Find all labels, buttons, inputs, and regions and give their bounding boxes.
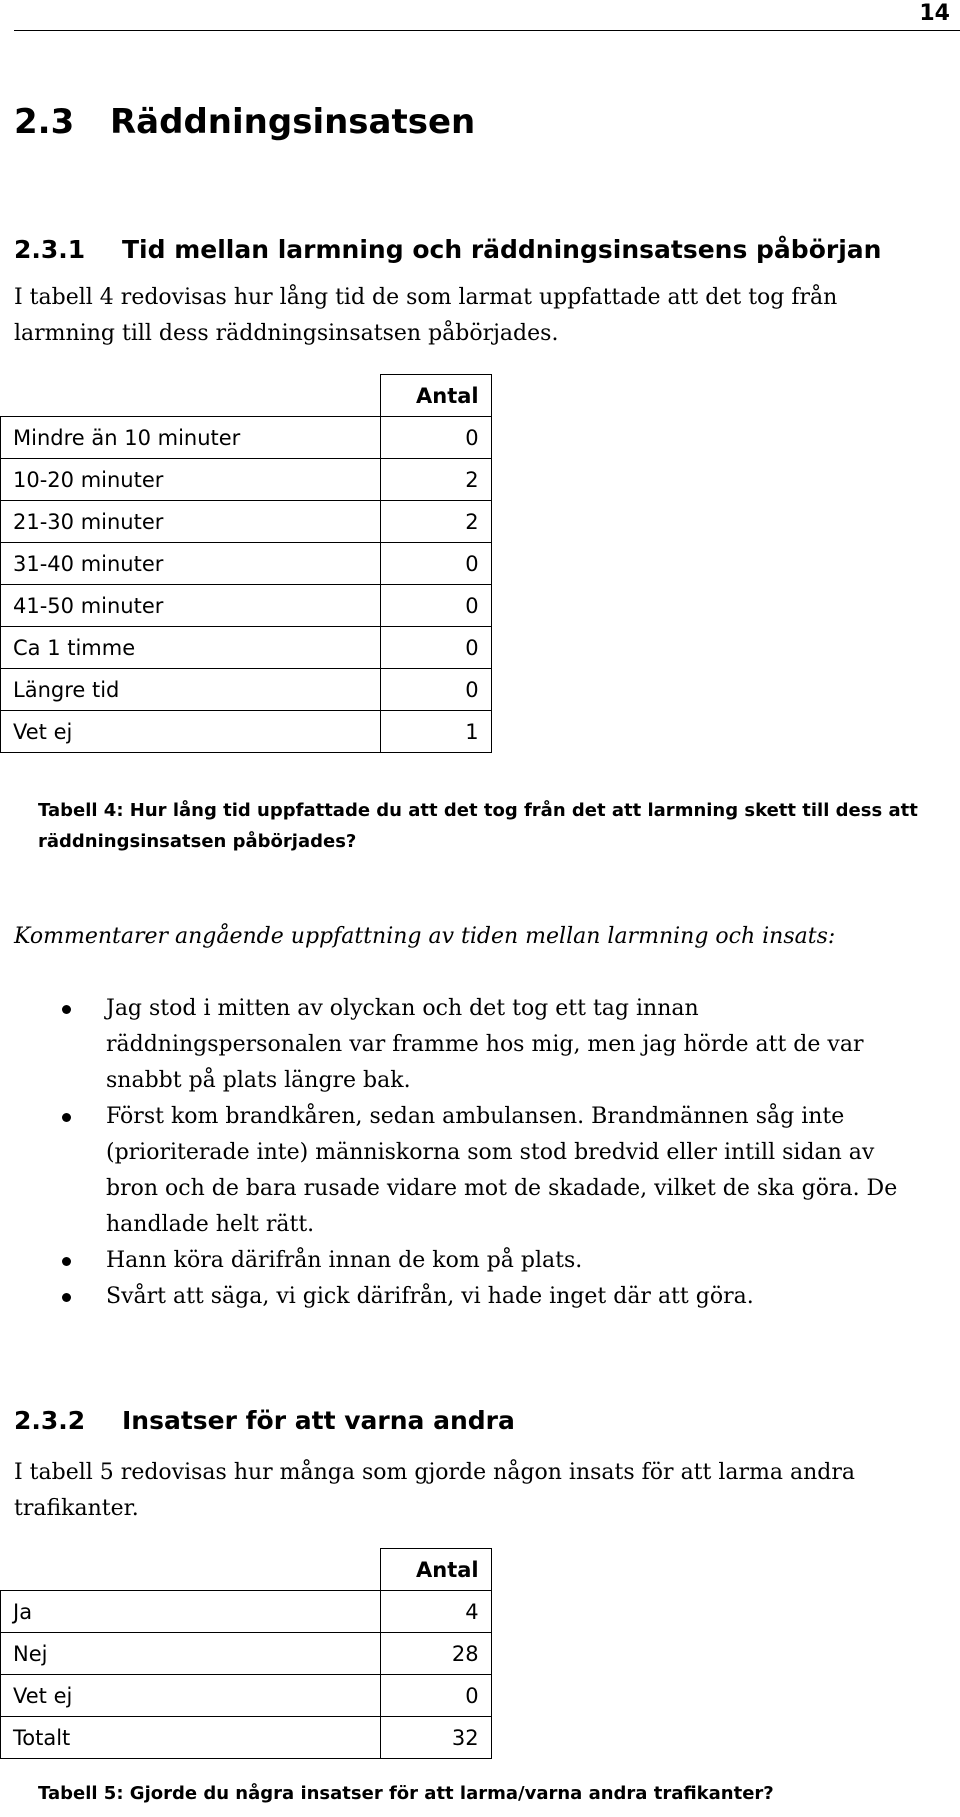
comment-text: Först kom brandkåren, sedan ambulansen. Brandmännen såg inte (prioriterade inte) människorna som stod bredvid eller intill sidan av bron och de bara rusade vidare mot de skadade, vilket de ska göra. De handlade helt rätt.: [106, 1104, 898, 1237]
row-value: 0: [381, 1675, 492, 1717]
comment-text: Hann köra därifrån innan de kom på plats.: [106, 1248, 583, 1273]
list-item: [0, 1243, 930, 1279]
comment-text: Svårt att säga, vi gick därifrån, vi hade inget där att göra.: [106, 1284, 754, 1309]
row-value: 28: [381, 1633, 492, 1675]
subsection-heading-2-3-1: [14, 234, 881, 266]
subsection-heading-2-3-2: [14, 1405, 515, 1437]
row-value: 32: [381, 1717, 492, 1759]
table-header-row: [1, 1549, 492, 1591]
row-value: 2: [381, 459, 492, 501]
section-title: Räddningsinsatsen: [110, 102, 476, 142]
row-value: 2: [381, 501, 492, 543]
table-row: [1, 585, 492, 627]
table-row: [1, 711, 492, 753]
table-row: [1, 543, 492, 585]
table-header-antal: Antal: [381, 375, 492, 417]
subsection-title: Insatser för att varna andra: [122, 1406, 515, 1435]
row-label: 41-50 minuter: [1, 585, 381, 627]
table-row: [1, 417, 492, 459]
row-label: Vet ej: [1, 711, 381, 753]
table-row: [1, 669, 492, 711]
page-number: 14: [919, 1, 950, 26]
list-item: [0, 1279, 930, 1315]
row-label: 21-30 minuter: [1, 501, 381, 543]
bullet-icon: [62, 1257, 71, 1266]
row-label: Totalt: [1, 1717, 381, 1759]
list-item: [0, 1099, 930, 1243]
table-row: [1, 1717, 492, 1759]
list-item: [0, 991, 930, 1099]
subsection-number: 2.3.2: [14, 1406, 86, 1435]
row-value: 0: [381, 543, 492, 585]
row-value: 4: [381, 1591, 492, 1633]
row-value: 0: [381, 585, 492, 627]
table-5: [0, 1548, 492, 1759]
table-row: [1, 1675, 492, 1717]
table-header-empty: [1, 375, 381, 417]
table-row: [1, 459, 492, 501]
table-header-antal: Antal: [381, 1549, 492, 1591]
table-row: [1, 627, 492, 669]
table-4: [0, 374, 492, 753]
section-heading: [14, 100, 475, 144]
intro-paragraph-table5: I tabell 5 redovisas hur många som gjorde någon insats för att larma andra trafikanter.: [14, 1460, 855, 1521]
bullet-icon: [62, 1293, 71, 1302]
row-value: 0: [381, 627, 492, 669]
section-number: 2.3: [14, 102, 75, 142]
row-value: 1: [381, 711, 492, 753]
row-label: Ca 1 timme: [1, 627, 381, 669]
row-label: Ja: [1, 1591, 381, 1633]
bullet-icon: [62, 1005, 71, 1014]
table-4-caption: Tabell 4: Hur lång tid uppfattade du att det tog från det att larmning skett till dess att räddningsinsatsen påbörjades?: [38, 800, 918, 852]
comment-text: Jag stod i mitten av olyckan och det tog ett tag innan räddningspersonalen var framme hos mig, men jag hörde att de var snabbt på plats längre bak.: [106, 996, 864, 1093]
row-label: Längre tid: [1, 669, 381, 711]
row-value: 0: [381, 417, 492, 459]
table-header-empty: [1, 1549, 381, 1591]
table-5-caption: Tabell 5: Gjorde du några insatser för att larma/varna andra trafikanter?: [38, 1783, 774, 1804]
row-label: 10-20 minuter: [1, 459, 381, 501]
bullet-icon: [62, 1113, 71, 1122]
intro-paragraph-table4: I tabell 4 redovisas hur lång tid de som larmat uppfattade att det tog från larmning till dess räddningsinsatsen påbörjades.: [14, 285, 838, 346]
table-row: [1, 501, 492, 543]
subsection-number: 2.3.1: [14, 235, 86, 264]
table-row: [1, 1633, 492, 1675]
table-row: [1, 1591, 492, 1633]
row-label: Vet ej: [1, 1675, 381, 1717]
header-rule: [14, 30, 960, 31]
table-header-row: [1, 375, 492, 417]
row-label: Mindre än 10 minuter: [1, 417, 381, 459]
comments-list: [0, 991, 930, 1315]
row-value: 0: [381, 669, 492, 711]
subsection-title: Tid mellan larmning och räddningsinsatsens påbörjan: [122, 235, 882, 264]
row-label: Nej: [1, 1633, 381, 1675]
row-label: 31-40 minuter: [1, 543, 381, 585]
comments-heading: Kommentarer angående uppfattning av tiden mellan larmning och insats:: [14, 924, 836, 949]
